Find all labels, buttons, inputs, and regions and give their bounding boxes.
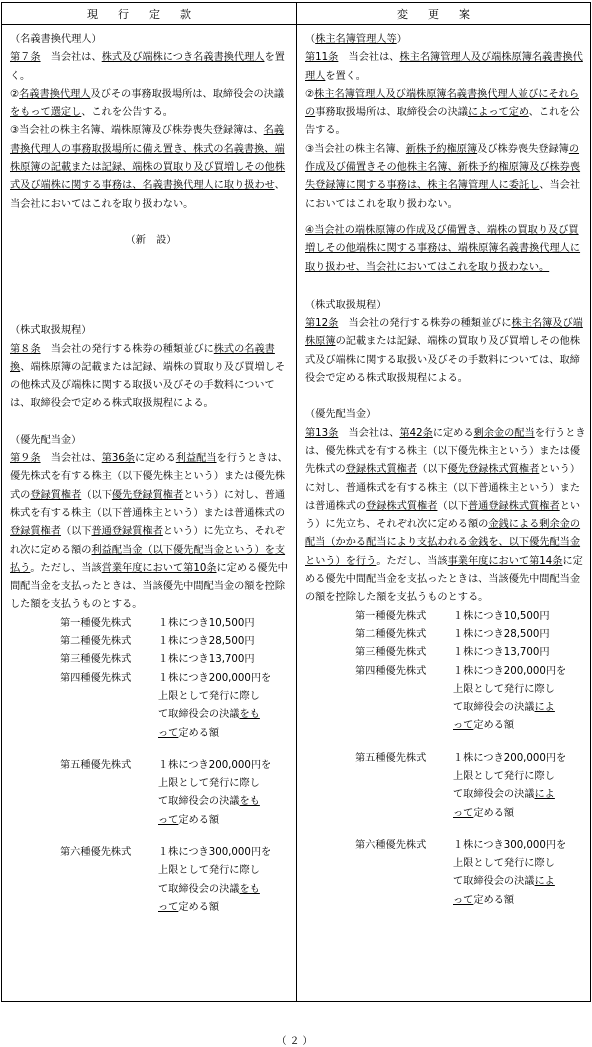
article-paragraph: 第12条 当会社の発行する株券の種類並びに株主名簿及び端株原簿の記載または記録、端株の買取り及び買増しその他株式及び端株に関する取扱い及びその手数料については、取締役会で定める株式取扱規程による。 <box>305 318 583 385</box>
list-item: 第二種優先株式 １株につき28,500円 <box>60 636 255 648</box>
proposed-column <box>297 25 591 1002</box>
article-paragraph: ④当会社の端株原簿の作成及び備置き、端株の買取り及び買増しその他端株に関する事務は、端株原簿名義書換代理人に取り扱わせ、当会社においてはこれを取り扱わない。 <box>305 224 581 273</box>
section-title: （優先配当金） <box>10 434 82 446</box>
header-current: 現行定款 <box>2 3 297 25</box>
article-paragraph: 第８条 当会社の発行する株券の種類並びに株式の名義書換、端株原簿の記載または記録、端株の買取り及び買増しその他株式及び端株に関する取扱い及びその手数料については、取締役会で定める株式取扱規程による。 <box>10 343 286 410</box>
list-item: 第四種優先株式 １株につき200,000円を 上限として発行に際し て取締役会の決議によ って定める額 <box>355 665 567 732</box>
list-item: 第五種優先株式 １株につき200,000円を 上限として発行に際し て取締役会の決議によ って定める額 <box>355 752 567 819</box>
list-item: 第六種優先株式 １株につき300,000円を 上限として発行に際し て取締役会の決議によ って定める額 <box>355 839 567 906</box>
list-item: 第四種優先株式 １株につき200,000円を 上限として発行に際し て取締役会の決議をも って定める額 <box>60 672 272 739</box>
list-item: 第五種優先株式 １株につき200,000円を 上限として発行に際し て取締役会の決議をも って定める額 <box>60 759 272 826</box>
list-item: 第六種優先株式 １株につき300,000円を 上限として発行に際し て取締役会の決議をも って定める額 <box>60 846 272 913</box>
list-item: 第一種優先株式 １株につき10,500円 <box>355 610 550 622</box>
current-column <box>2 25 297 1002</box>
list-item: 第二種優先株式 １株につき28,500円 <box>355 628 550 640</box>
page-number: （２） <box>276 1036 316 1047</box>
article-paragraph: 第11条 当会社は、株主名簿管理人及び端株原簿名義書換代理人を置く。 <box>305 52 583 82</box>
comparison-table <box>1 2 591 1002</box>
article-paragraph: ②名義書換代理人及びその事務取扱場所は、取締役会の決議をもって選定し、これを公告する。 <box>10 88 285 119</box>
list-item: 第一種優先株式 １株につき10,500円 <box>60 617 255 629</box>
header-proposed: 変更案 <box>297 3 591 25</box>
section-title: （優先配当金） <box>305 409 377 421</box>
list-item: 第三種優先株式 １株につき13,700円 <box>60 654 255 666</box>
article-paragraph: 第９条 当会社は、第36条に定める利益配当を行うときは、優先株式を有する株主（以下優先株主という）または優先株式の登録質権者（以下優先登録質権者という）に対し、普通株式を有する株主（以下普通株主という）または普通株式の登録質権者（以下普通登録質権者という）に先立ち、それぞれ次に定める額の利益配当金（以下優先配当金という）を支払う。ただし、当該営業年度において第10条に定める優先中間配当金を支払ったときは、当該優先中間配当金の額を控除した額を支払うものとする。 <box>10 453 288 611</box>
article-paragraph: ③当会社の株主名簿、端株原簿及び株券喪失登録簿は、名義書換代理人の事務取扱場所に備え置き、株式の名義書換、端株原簿の記載または記録、端株の買取り及び買増しその他株式及び端株に関する事務は、名義書換代理人に取り扱わせ、当会社においてはこれを取り扱わない。 <box>10 125 286 210</box>
article-paragraph: ③当会社の株主名簿、新株予約権原簿及び株券喪失登録簿の作成及び備置きその他株主名簿、新株予約権原簿及び株券喪失登録簿に関する事務は、株主名簿管理人に委託し、当会社においてはこれを取り扱わない。 <box>305 143 581 210</box>
section-title: （名義書換代理人） <box>10 34 102 45</box>
preferred-dividend-list <box>10 615 292 917</box>
section-title: （株式取扱規程） <box>10 325 92 337</box>
new-establishment-label: （新 設） <box>125 234 177 246</box>
article-paragraph: ②株主名簿管理人及び端株原簿名義書換代理人並びにそれらの事務取扱場所は、取締役会の決議によって定め、これを公告する。 <box>305 88 580 137</box>
article-paragraph: 第７条 当会社は、株式及び端株につき名義書換代理人を置く。 <box>10 52 285 82</box>
list-item: 第三種優先株式 １株につき13,700円 <box>355 647 550 659</box>
section-title: （株主名簿管理人等） <box>305 34 407 45</box>
section-title: （株式取扱規程） <box>305 299 387 311</box>
article-paragraph: 第13条 当会社は、第42条に定める剰余金の配当を行うときは、優先株式を有する株主（以下優先株主という）または優先株式の登録株式質権者（以下優先登録株式質権者という）に対し、普通株式を有する株主（以下普通株主という）または普通株式の登録株式質権者（以下普通登録株式質権者という）に先立ち、それぞれ次に定める額の金銭による剰余金の配当（かかる配当により支払われる金銭を、以下優先配当金という）を行う。ただし、当該事業年度において第14条に定める優先中間配当金を支払ったときは、当該優先中間配当金の額を控除した額を支払うものとする。 <box>305 427 586 604</box>
preferred-dividend-list <box>305 608 586 910</box>
